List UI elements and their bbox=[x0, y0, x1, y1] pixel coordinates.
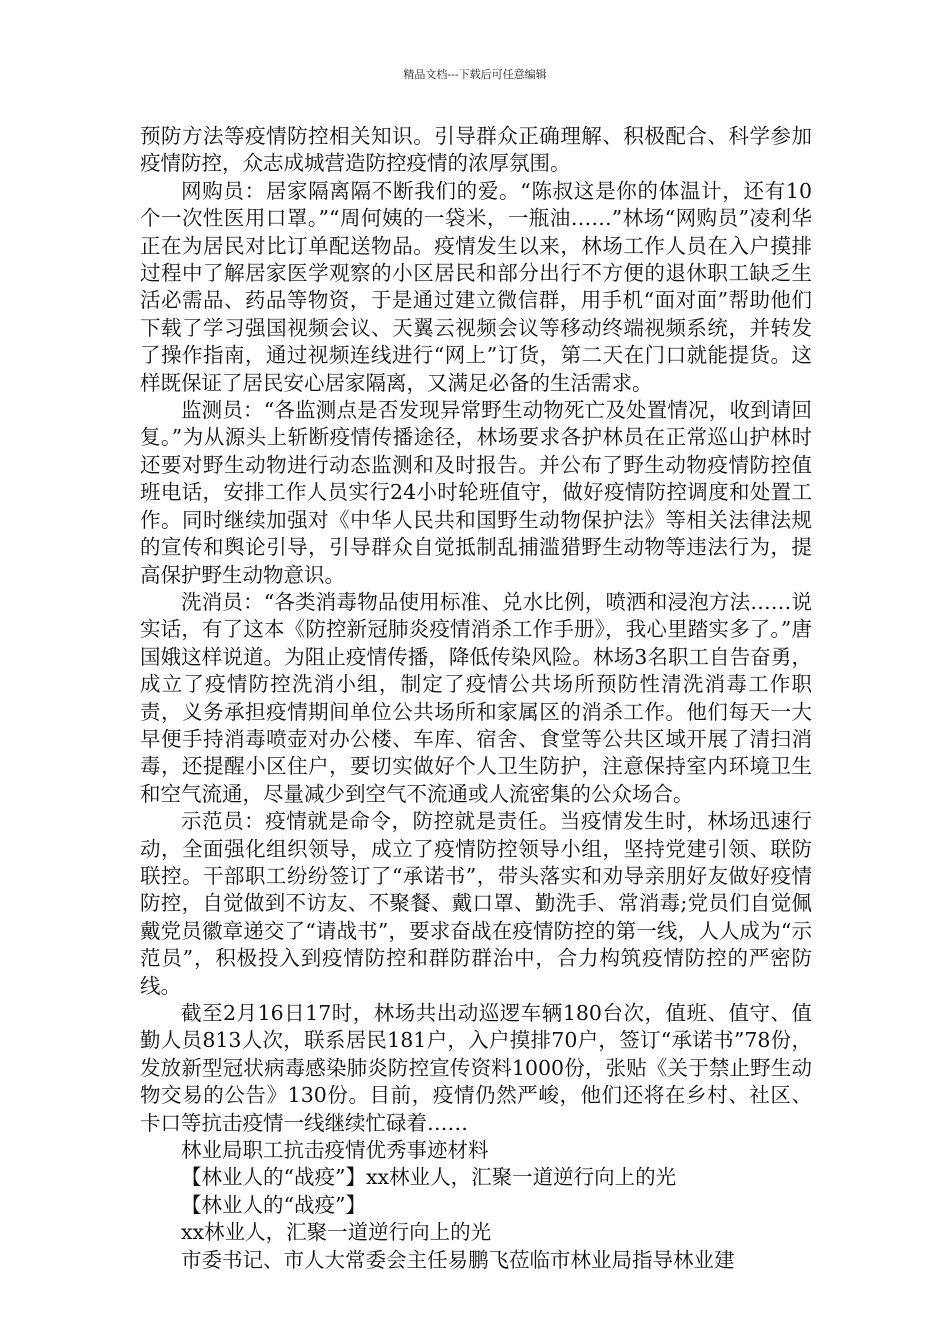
paragraph-0: 预防方法等疫情防控相关知识。引导群众正确理解、积极配合、科学参加疫情防控，众志成城营造防控疫情的浓厚氛围。 bbox=[140, 124, 812, 176]
paragraph-4: 示范员：疫情就是命令，防控就是责任。当疫情发生时，林场迅速行动，全面强化组织领导，成立了疫情防控领导小组，坚持党建引领、联防联控。干部职工纷纷签订了“承诺书”，带头落实和劝导亲朋好友做好疫情防控，自觉做到不访友、不聚餐、戴口罩、勤洗手、常消毒;党员们自觉佩戴党员徽章递交了“请战书”，要求奋战在疫情防控的第一线，人人成为“示范员”，积极投入到疫情防控和群防群治中，合力构筑疫情防控的严密防线。 bbox=[140, 809, 812, 998]
paragraph-9: xx林业人，汇聚一道逆行向上的光 bbox=[181, 1220, 492, 1245]
paragraph-7: 【林业人的“战疫”】xx林业人，汇聚一道逆行向上的光 bbox=[181, 1165, 677, 1190]
paragraph-5: 截至2月16日17时，林场共出动巡逻车辆180台次，值班、值守、值勤人员813人次，联系居民181户，入户摸排70户，签订“承诺书”78份，发放新型冠状病毒感染肺炎防控宣传资料1000份，张贴《关于禁止野生动物交易的公告》130份。目前，疫情仍然严峻，他们还将在乡村、社区、卡口等抗击疫情一线继续忙碌着…… bbox=[140, 1001, 812, 1135]
paragraph-10: 市委书记、市人大常委会主任易鹏飞莅临市林业局指导林业建 bbox=[181, 1247, 735, 1272]
paragraph-8: 【林业人的“战疫”】 bbox=[181, 1192, 366, 1217]
document-body bbox=[140, 123, 812, 1274]
page-header: 精品文档---下载后可任意编辑 bbox=[403, 68, 547, 81]
paragraph-3: 洗消员：“各类消毒物品使用标准、兑水比例，喷洒和浸泡方法……说实话，有了这本《防控新冠肺炎疫情消杀工作手册》，我心里踏实多了。”唐国娥这样说道。为阻止疫情传播，降低传染风险。林场3名职工自告奋勇，成立了疫情防控洗消小组，制定了疫情公共场所预防性清洗消毒工作职责，义务承担疫情期间单位公共场所和家属区的消杀工作。他们每天一大早便手持消毒喷壶对办公楼、车库、宿舍、食堂等公共区域开展了清扫消毒，还提醒小区住户，要切实做好个人卫生防护，注意保持室内环境卫生和空气流通，尽量减少到空气不流通或人流密集的公众场合。 bbox=[140, 589, 812, 806]
paragraph-6: 林业局职工抗击疫情优秀事迹材料 bbox=[181, 1138, 489, 1163]
paragraph-1: 网购员：居家隔离隔不断我们的爱。“陈叔这是你的体温计，还有10个一次性医用口罩。”“周何姨的一袋米，一瓶油……”林场“网购员”凌利华正在为居民对比订单配送物品。疫情发生以来，林场工作人员在入户摸排过程中了解居家医学观察的小区居民和部分出行不方便的退休职工缺乏生活必需品、药品等物资，于是通过建立微信群，用手机“面对面”帮助他们下载了学习强国视频会议、天翼云视频会议等移动终端视频系统，并转发了操作指南，通过视频连线进行“网上”订货，第二天在门口就能提货。这样既保证了居民安心居家隔离，又满足必备的生活需求。 bbox=[140, 178, 812, 395]
paragraph-2: 监测员：“各监测点是否发现异常野生动物死亡及处置情况，收到请回复。”为从源头上斩断疫情传播途径，林场要求各护林员在正常巡山护林时还要对野生动物进行动态监测和及时报告。并公布了野生动物疫情防控值班电话，安排工作人员实行24小时轮班值守，做好疫情防控调度和处置工作。同时继续加强对《中华人民共和国野生动物保护法》等相关法律法规的宣传和舆论引导，引导群众自觉抵制乱捕滥猎野生动物等违法行为，提高保护野生动物意识。 bbox=[140, 398, 812, 587]
